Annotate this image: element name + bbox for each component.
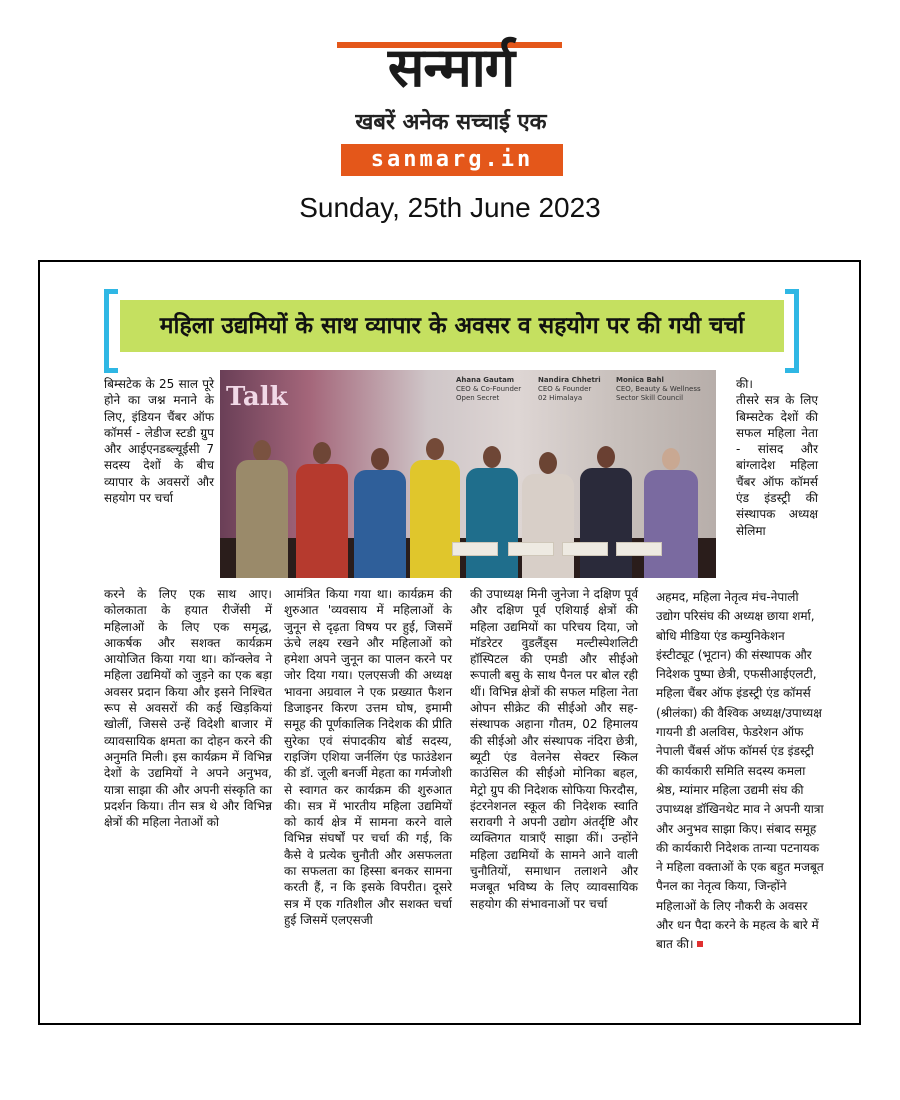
newspaper-name: सन्मार्ग xyxy=(387,35,515,99)
photo-person xyxy=(296,418,348,578)
newspaper-tagline: खबरें अनेक सच्चाई एक xyxy=(355,110,547,135)
article-clipping xyxy=(38,260,861,1025)
speaker-org: Sector Skill Council xyxy=(616,394,684,402)
speaker-org: 02 Himalaya xyxy=(538,394,583,402)
speaker-card xyxy=(456,376,521,403)
speaker-name: Monica Bahl xyxy=(616,376,664,384)
article-column-4 xyxy=(656,586,824,953)
speaker-role: CEO, Beauty & Wellness xyxy=(616,385,701,393)
article-column-2: आमंत्रित किया गया था। कार्यक्रम की शुरुआत 'व्यवसाय में महिलाओं के जुनून से दृढ़ता विषय पर हुई, जिसमें ऊंचे लक्ष्य रखने और महिलाओं को हमेशा अपने जुनून का पालन करने पर जोर दिया गया। एलएसजी की अध्यक्ष भावना अग्रवाल ने एक प्रख्यात फैशन डिजाइनर किरण उत्तम घोष, इमामी समूह की पूर्णकालिक निदेशक की प्रीति सुरेका एवं संपादकीय बोर्ड सदस्य, राइजिंग एशिया जर्नलिंग एंड फाउंडेशन की डॉ. जूली बनर्जी मेहता का गर्मजोशी से स्वागत कर कार्यक्रम की शुरुआत की। सत्र में भारतीय महिला उद्यमियों को कार्य क्षेत्र में सामना करने वाले विभिन्न संघर्षों पर चर्चा की गई, कि कैसे वे प्रत्येक चुनौती और असफलता का सफलता का हिस्सा बनकर सामना करती हैं, न कि इसके विपरीत। दूसरे सत्र में एक गतिशील और सशक्त चर्चा हुई जिसमें एलएसजी xyxy=(284,587,452,927)
headline-bracket-left xyxy=(104,289,118,373)
speaker-card xyxy=(616,376,701,403)
article-headline: महिला उद्यमियों के साथ व्यापार के अवसर व सहयोग पर की गयी चर्चा xyxy=(120,300,784,352)
end-mark-icon xyxy=(697,941,703,947)
headline-bracket-right xyxy=(785,289,799,373)
name-plate xyxy=(616,542,662,556)
article-column-4-text: अहमद, महिला नेतृत्व मंच-नेपाली उद्योग परिसंघ की अध्यक्ष छाया शर्मा, बोधि मीडिया एंड कम्युनिकेशन इंस्टीट्यूट (भूटान) की संस्थापक और निदेशक पुष्पा छेत्री, एफसीआईएलटी, महिला चैंबर ऑफ इंडस्ट्री एंड कॉमर्स (श्रीलंका) की वैश्विक अध्यक्ष/उपाध्यक्ष गायनी डी अलविस, फेडरेशन ऑफ नेपाली चैंबर्स ऑफ कॉमर्स एंड इंडस्ट्री की कार्यकारी समिति सदस्य कमला श्रेष्ठ, म्यांमार महिला उद्यमी संघ की उपाध्यक्ष डॉखिनथेट माव ने अपनी यात्रा और अनुभव साझा किए। संबाद समूह की कार्यकारी निदेशक तान्या पटनायक ने महिला वक्ताओं के एक बहुत मजबूत पैनल का नेतृत्व किया, जिन्होंने महिलाओं के लिए नौकरी के अवसर और धन पैदा करने के महत्व के बारे में बात की। xyxy=(656,590,824,952)
photo-person xyxy=(236,418,288,578)
article-column-1: करने के लिए एक साथ आए। कोलकाता के हयात रीजेंसी में महिलाओं के लिए एक समृद्ध, आकर्षक और सशक्त कार्यक्रम आयोजित किया गया था। कॉन्क्लेव ने महिला उद्यमियों को जुड़ने का एक बड़ा अवसर प्रदान किया और इसने निश्चित रूप से अवसरों की कई खिड़कियां खोलीं, जिससे उन्हें विदेशी बाजार में व्यावसायिक क्षमता का दोहन करने की अनुमति मिली। इस कार्यक्रम में विभिन्न देशों के उद्यमियों ने अपने अनुभव, यात्रा साझा की और अपनी संस्कृति का प्रदर्शन किया। तीन सत्र थे और विभिन्न क्षेत्रों की महिला नेताओं को xyxy=(104,587,272,830)
masthead-logo xyxy=(335,28,567,178)
newspaper-url: sanmarg.in xyxy=(341,144,563,176)
speaker-name: Nandira Chhetri xyxy=(538,376,601,384)
photo-person xyxy=(354,418,406,578)
speaker-role: CEO & Founder xyxy=(538,385,592,393)
article-column-1-top: बिम्सटेक के 25 साल पूरे होने का जश्न मनाने के लिए, इंडियन चैंबर ऑफ कॉमर्स - लेडीज स्टडी ग्रुप और आईएनडब्ल्यूईसी 7 सदस्य देशों के बीच व्यापार के अवसरों और सहयोग पर चर्चा xyxy=(104,377,214,506)
article-column-3: की उपाध्यक्ष मिनी जुनेजा ने दक्षिण पूर्व और दक्षिण पूर्व एशियाई क्षेत्रों की महिला उद्यमियों का परिचय दिया, जो मॉडरेटर वुडलैंड्स मल्टीस्पेशलिटी हॉस्पिटल की एमडी और सीईओ रूपाली बसु के साथ पैनल पर बोल रही थीं। विभिन्न क्षेत्रों की सफल महिला नेता ओपन सीक्रेट की सीईओ और सह-संस्थापक अहाना गौतम, 02 हिमालय की सीईओ और संस्थापक नंदिरा छेत्री, ब्यूटी एंड वेलनेस सेक्टर स्किल काउंसिल की सीईओ मोनिका बहल, मेट्रो ग्रुप की निदेशक सोफिया फिरदौस, इंटरनेशनल स्कूल की निदेशक स्वाति सरावगी ने अपनी उद्योग अंतर्दृष्टि और व्यक्तिगत यात्राएँ साझा कीं। उन्होंने महिला उद्यमियों के सामने आने वाली चुनौतियों, समाधान तलाशने और मजबूत भविष्य के लिए व्यावसायिक सहयोग की संभावनाओं पर चर्चा xyxy=(470,587,638,911)
speaker-role: CEO & Co-Founder xyxy=(456,385,522,393)
publication-date: Sunday, 25th June 2023 xyxy=(299,192,601,223)
speaker-name: Ahana Gautam xyxy=(456,376,515,384)
article-column-4-top: की। तीसरे सत्र के लिए बिम्सटेक देशों की सफल महिला नेता - सांसद और बांग्लादेश महिला चैंबर ऑफ कॉमर्स एंड इंडस्ट्री की संस्थापक अध्यक्ष सेलिमा xyxy=(736,377,818,538)
name-plate xyxy=(562,542,608,556)
speaker-card xyxy=(538,376,601,403)
name-plate xyxy=(452,542,498,556)
event-photo xyxy=(220,370,716,578)
name-plate xyxy=(508,542,554,556)
speaker-org: Open Secret xyxy=(456,394,500,402)
backdrop-text: Talk xyxy=(226,382,288,412)
